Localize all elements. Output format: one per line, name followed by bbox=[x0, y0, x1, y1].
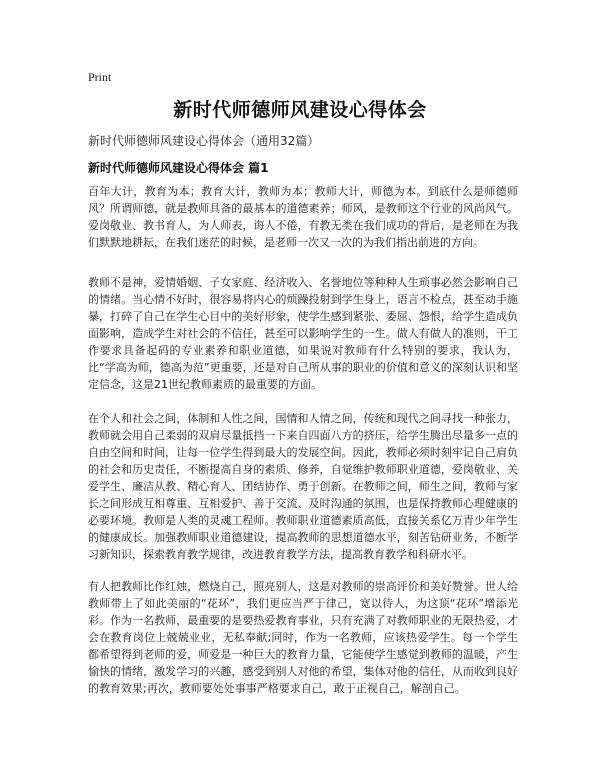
body-paragraph-4: 有人把教师比作红烛，燃烧自己，照亮别人，这是对教师的崇高评价和美好赞誉。世人给教师带上了如此美丽的“花环”，我们更应当严于律己，宽以待人，为这顶“花环”增添光彩。作为一名教师，最重要的是要热爱教育事业，只有充满了对教师职业的无限热爱，才会在教育岗位上兢兢业业，无私奉献;同时，作为一名教师，应该热爱学生。每一个学生都希望得到老师的爱，师爱是一种巨大的教育力量，它能使学生感觉到教师的温暖，产生愉快的情绪，激发学习的兴趣，感受到别人对他的希望，集体对他的信任，从而收到良好的教育效果;再次，教师要处处事事严格要求自己，敢于正视自己，解剖自己。 bbox=[88, 580, 518, 695]
body-paragraph-1: 百年大计，教育为本；教育大计，教师为本；教师大计，师德为本。到底什么是师德师风？所谓师德，就是教师具备的最基本的道德素养；师风，是教师这个行业的风尚风气。爱岗敬业、教书育人，为人师表，诲人不倦，有教无类在我们成功的背后，是老师在为我们默默地耕耘，在我们迷茫的时候，是老师一次又一次的为我们指出前进的方向。 bbox=[88, 185, 518, 249]
print-link[interactable]: Print bbox=[88, 70, 112, 84]
document-title: 新时代师德师风建设心得体会 bbox=[173, 99, 427, 121]
body-paragraph-3: 在个人和社会之间，体制和人性之间，国情和人情之间，传统和现代之间寻找一种张力，教师就会用自己柔弱的双肩尽量抵挡一下来自四面八方的挤压，给学生腾出尽量多一点的自由空间和时间，让每一位学生得到最大的发展空间。因此，教师必须时刻牢记自己肩负的社会和历史责任，不断提高自身的素质、修养，自觉维护教师职业道德，爱岗敬业、关爱学生、廉洁从教、精心育人、团结协作、勇于创新。在教师之间，师生之间，教师与家长之间形成互相尊重、互相爱护、善于交流、及时沟通的氛围，也是保持教师心理健康的必要环境。教师是人类的灵魂工程师。教师职业道德素质高低，直接关系亿万青少年学生的健康成长。加强教师职业道德建设，提高教师的思想道德水平，刻苦钻研业务，不断学习新知识，探索教育教学规律，改进教育教学方法，提高教育教学和科研水平。 bbox=[88, 412, 518, 561]
section-heading: 新时代师德师风建设心得体会 篇1 bbox=[88, 161, 269, 175]
document-subtitle: 新时代师德师风建设心得体会（通用32篇） bbox=[88, 134, 320, 148]
body-paragraph-2: 教师不是神，爱情婚姻、子女家庭、经济收入、名誉地位等种种人生琐事必然会影响自己的情绪。当心情不好时，很容易将内心的烦躁投射到学生身上，语言不检点，甚至动手施暴，打碎了自己在学生心目中的美好形象，使学生感到紧张、委屈、怨恨，给学生造成负面影响，造成学生对社会的不信任，甚至可以影响学生的一生。做人有做人的准则，干工作要求具备起码的专业素养和职业道德，如果说对教师有什么特别的要求，我认为，比“学高为师，德高为范”更重要，还是对自己所从事的职业的价值和意义的深刻认识和坚定信念，这是21世纪教师素质的最重要的方面。 bbox=[88, 276, 518, 391]
